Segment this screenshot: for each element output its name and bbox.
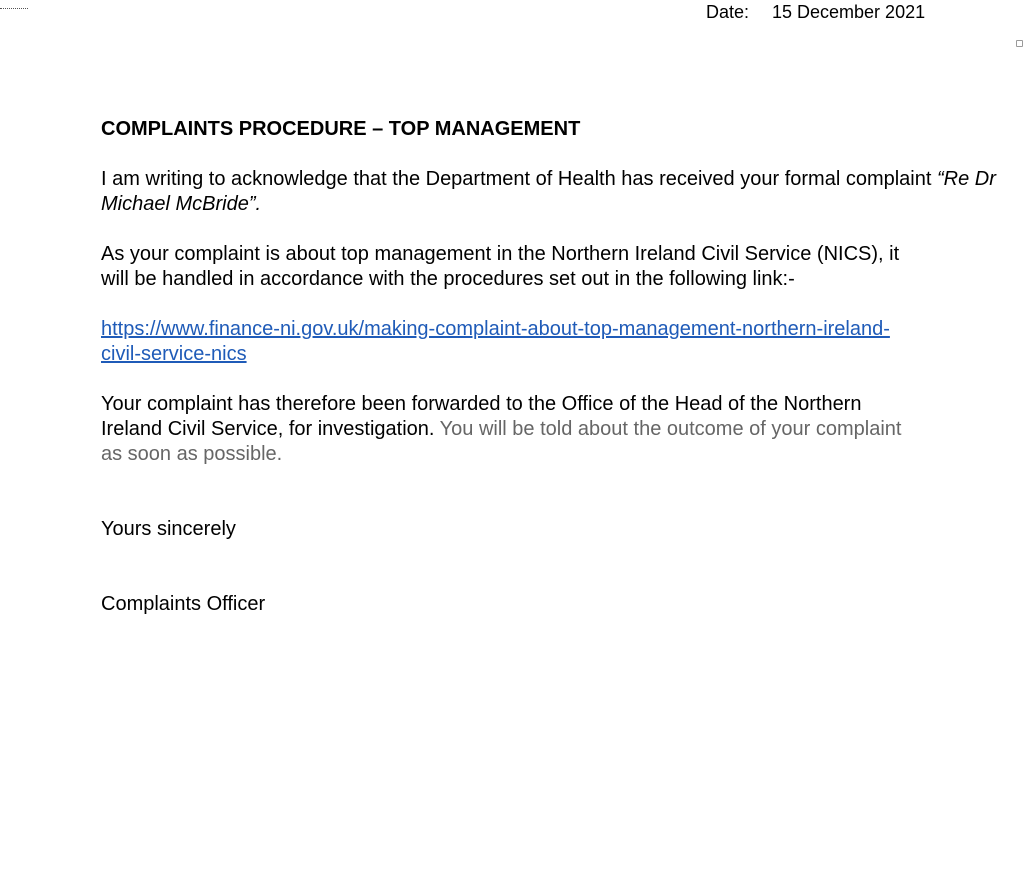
- procedure-link-paragraph: [101, 317, 1001, 367]
- margin-marker-icon: [1016, 40, 1023, 47]
- date-value: 15 December 2021: [772, 2, 926, 22]
- acknowledgement-text: I am writing to acknowledge that the Department of Health has received your formal complaint: [101, 168, 937, 190]
- acknowledgement-paragraph: [101, 167, 1001, 217]
- forwarding-paragraph: [101, 392, 1001, 467]
- forwarding-line-2: Ireland Civil Service, for investigation.: [101, 418, 440, 440]
- procedure-line-1: As your complaint is about top management in the Northern Ireland Civil Service (NICS), it: [101, 243, 900, 265]
- forwarding-line-1: Your complaint has therefore been forwarded to the Office of the Head of the Northern: [101, 393, 862, 415]
- letter-date: [706, 1, 925, 23]
- procedure-paragraph: [101, 242, 1001, 292]
- date-label: Date:: [706, 2, 750, 22]
- procedure-link[interactable]: [101, 318, 890, 365]
- corner-dotted-mark: [0, 8, 28, 9]
- outcome-note-line-1: You will be told about the outcome of your complaint: [439, 418, 902, 440]
- outcome-note-line-2: as soon as possible.: [101, 443, 283, 465]
- procedure-line-2: will be handled in accordance with the procedures set out in the following link:-: [101, 268, 795, 290]
- link-line-2: civil-service-nics: [101, 343, 247, 365]
- signature: Complaints Officer: [101, 593, 266, 615]
- closing-salutation: Yours sincerely: [101, 518, 236, 540]
- link-line-1: https://www.finance-ni.gov.uk/making-complaint-about-top-management-northern-ireland-: [101, 318, 890, 340]
- letter-heading: COMPLAINTS PROCEDURE – TOP MANAGEMENT: [101, 118, 581, 140]
- complaint-subject: “Re Dr Michael McBride”.: [101, 168, 996, 215]
- letter-body: [101, 117, 1001, 617]
